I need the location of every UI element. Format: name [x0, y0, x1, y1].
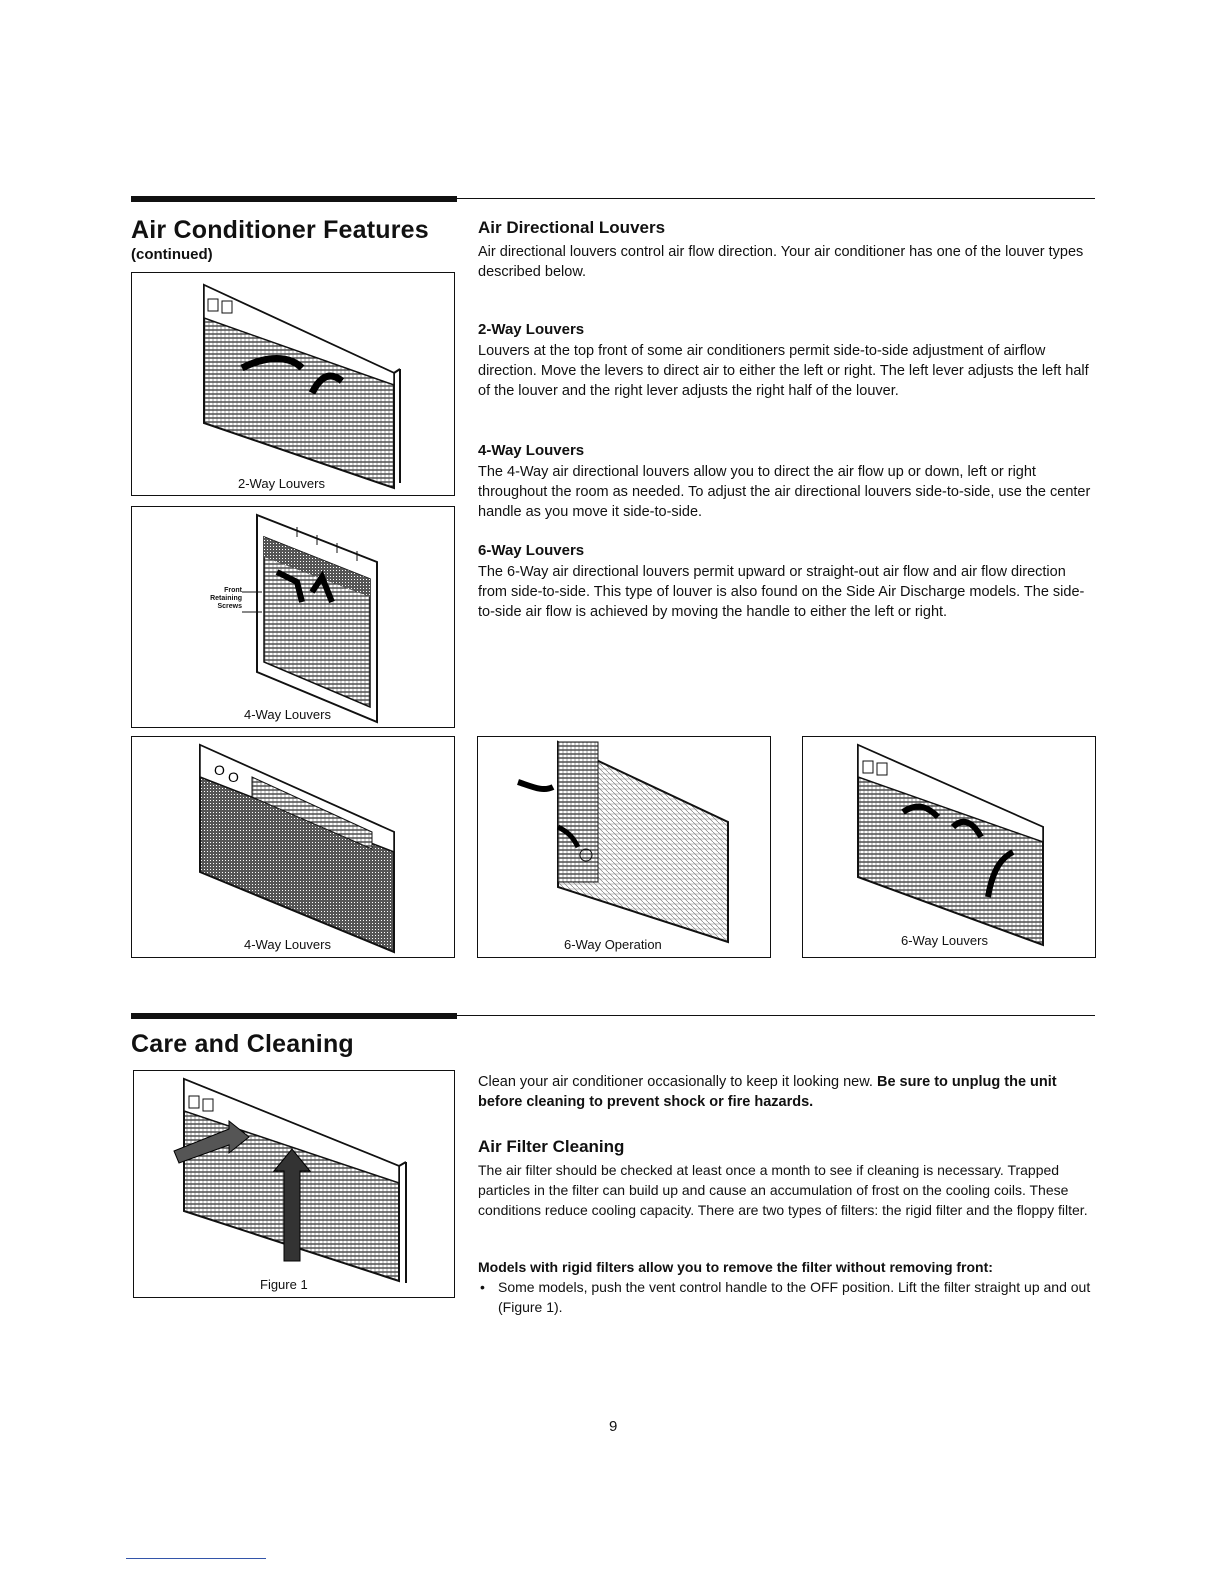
care-intro-warning: Be sure to unplug the unit before cleaning to prevent shock or fire hazards. [478, 1074, 1057, 1110]
rigid-filter-bullet [478, 1277, 1098, 1317]
two-way-text: Louvers at the top front of some air conditioners permit side-to-side adjustment of airflow direction. Move the levers to direct air to either the left or right. The left lever adjusts the left half of the louver and the right lever adjusts the right half of the louver. [478, 343, 1089, 399]
care-title: Care and Cleaning [131, 1030, 354, 1058]
four-way-text: The 4-Way air directional louvers allow you to direct the air flow up or down, left or right throughout the room as needed. To adjust the air directional louvers side-to-side, use the center handle as you move it side-to-side. [478, 464, 1091, 520]
section-rule-thick [131, 1013, 457, 1019]
two-way-heading: 2-Way Louvers [478, 321, 585, 338]
six-way-text: The 6-Way air directional louvers permit upward or straight-out air flow and air flow direction from side-to-side. This type of louver is also found on the Side Air Discharge models. The side-to-side air flow is achieved by moving the handle to either the left or right. [478, 564, 1085, 620]
ac-unit-illustration [134, 1071, 454, 1297]
figure-6way-operation [477, 736, 771, 958]
figure-1-filter-removal [133, 1070, 455, 1298]
figure-6way-louvers [802, 736, 1096, 958]
filter-heading: Air Filter Cleaning [478, 1137, 625, 1156]
filter-text: The air filter should be checked at least once a month to see if cleaning is necessary. Trapped particles in the filter can build up and cause an accumulation of frost on the cooling coils. These conditions reduce cooling capacity. There are two types of filters: the rigid filter and the floppy filter. [478, 1162, 1088, 1218]
louvers-intro: Air directional louvers control air flow direction. Your air conditioner has one of the louver types described below. [478, 244, 1084, 280]
figure-4way-louvers-a [131, 506, 455, 728]
caption-figure-1: Figure 1 [260, 1277, 308, 1292]
caption-2way: 2-Way Louvers [238, 476, 325, 491]
caption-4way-b: 4-Way Louvers [244, 937, 331, 952]
figure-2way-louvers [131, 272, 455, 496]
caption-4way-a: 4-Way Louvers [244, 707, 331, 722]
ac-unit-illustration [478, 737, 770, 957]
care-intro-plain: Clean your air conditioner occasionally to keep it looking new. [478, 1074, 873, 1090]
svg-text:O: O [228, 769, 239, 785]
section-rule-thin [457, 1015, 1095, 1016]
ac-unit-illustration [132, 507, 454, 727]
page-title: Air Conditioner Features [131, 216, 429, 244]
bullet-icon: • [480, 1279, 485, 1295]
rigid-filter-bullet-text: Some models, push the vent control handle to the OFF position. Lift the filter straight up and out (Figure 1). [498, 1279, 1091, 1315]
ac-unit-illustration [132, 273, 454, 495]
page-number: 9 [609, 1418, 618, 1435]
rigid-filter-heading: Models with rigid filters allow you to remove the filter without removing front: [478, 1259, 993, 1275]
care-intro [478, 1072, 1098, 1112]
section-rule-thick [131, 196, 457, 202]
ac-unit-illustration [132, 737, 454, 957]
four-way-heading: 4-Way Louvers [478, 442, 585, 459]
louvers-heading: Air Directional Louvers [478, 218, 666, 237]
figure-4way-louvers-b [131, 736, 455, 958]
ac-unit-illustration [803, 737, 1095, 957]
footer-line [126, 1558, 266, 1559]
caption-6way: 6-Way Louvers [901, 933, 988, 948]
page-subtitle: (continued) [131, 246, 213, 263]
section-rule-thin [457, 198, 1095, 199]
label-front-retaining-screws: Front Retaining Screws [210, 587, 242, 610]
svg-text:O: O [214, 762, 225, 778]
six-way-heading: 6-Way Louvers [478, 542, 585, 559]
caption-6way-operation: 6-Way Operation [564, 937, 662, 952]
